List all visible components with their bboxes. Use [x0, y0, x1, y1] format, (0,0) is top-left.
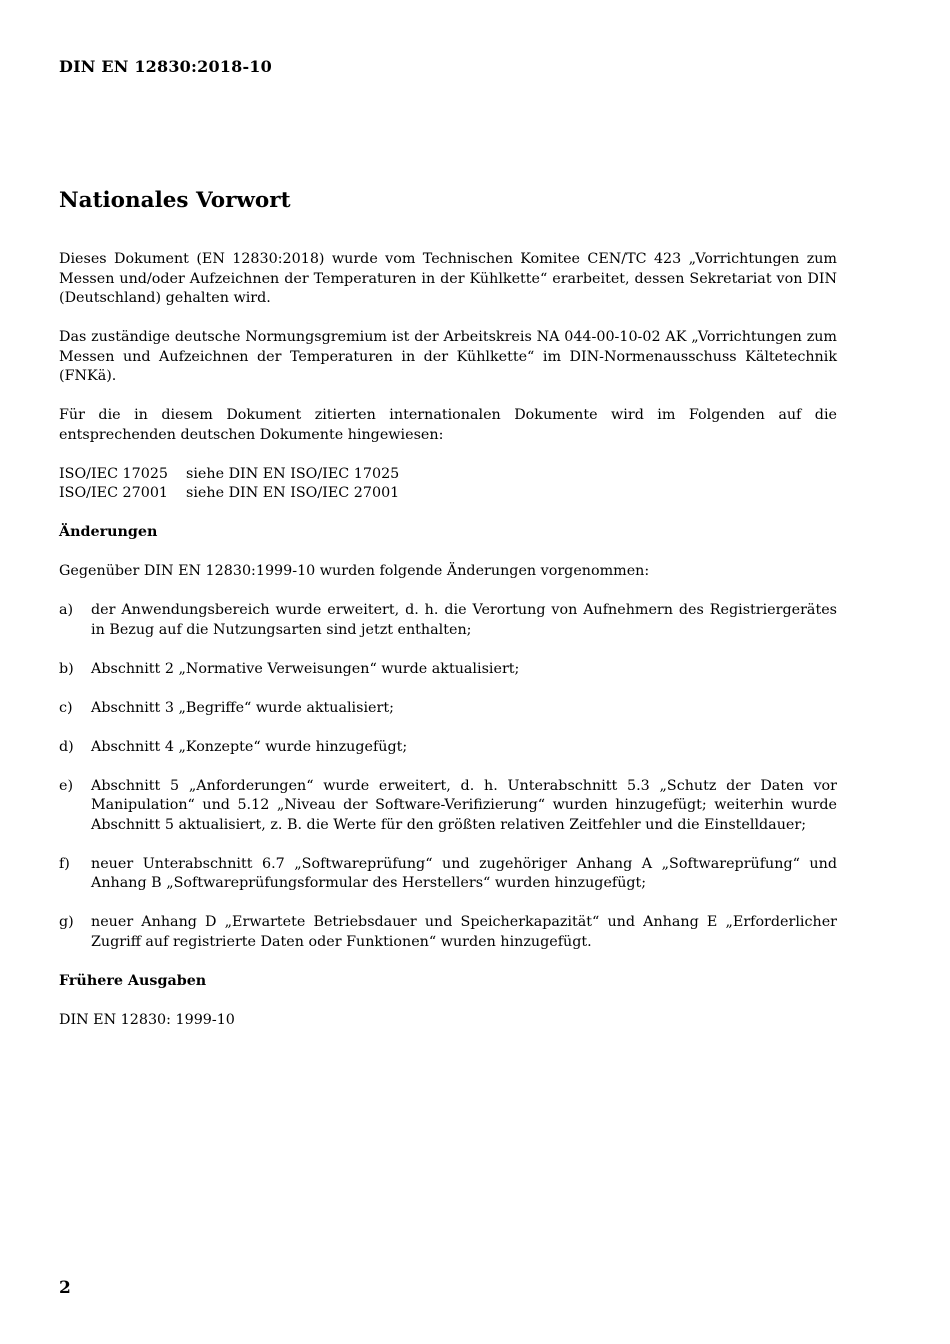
- reference-international: ISO/IEC 17025: [59, 465, 169, 482]
- reference-list: [59, 465, 837, 504]
- changes-list: [59, 601, 837, 952]
- list-marker: a): [59, 602, 74, 618]
- list-item: [59, 699, 837, 719]
- changes-intro: Gegenüber DIN EN 12830:1999-10 wurden folgende Änderungen vorgenommen:: [59, 563, 650, 579]
- list-marker: f): [59, 855, 70, 872]
- paragraph-standards-body: Das zuständige deutsche Normungsgremium ist der Arbeitskreis NA 044-00-10-02 AK „Vorrichtungen zum Messen und Aufzeichnen der Temperaturen in der Kühlkette“ im DIN-Normenausschuss Kältetechnik (FNKä).: [59, 329, 837, 384]
- paragraph-references-intro: Für die in diesem Dokument zitierten internationalen Dokumente wird im Folgenden auf die entsprechenden deutschen Dokumente hingewiesen:: [59, 407, 837, 443]
- document-id-header: DIN EN 12830:2018-10: [59, 57, 272, 76]
- list-marker: g): [59, 914, 74, 930]
- list-item-text: Abschnitt 4 „Konzepte“ wurde hinzugefügt;: [91, 738, 408, 755]
- list-marker: b): [59, 660, 74, 677]
- list-item: [59, 777, 837, 836]
- list-item-text: neuer Anhang D „Erwartete Betriebsdauer und Speicherkapazität“ und Anhang E „Erforderlicher Zugriff auf registrierte Daten oder Funktionen“ wurden hinzugefügt.: [91, 914, 837, 950]
- paragraph-committee: Dieses Dokument (EN 12830:2018) wurde vom Technischen Komitee CEN/TC 423 „Vorrichtungen zum Messen und/oder Aufzeichnen der Temperaturen in der Kühlkette“ erarbeitet, dessen Sekretariat von DIN (Deutschland) gehalten wird.: [59, 251, 837, 306]
- list-item: [59, 601, 837, 640]
- list-marker: c): [59, 699, 73, 716]
- list-item-text: Abschnitt 5 „Anforderungen“ wurde erweitert, d. h. Unterabschnitt 5.3 „Schutz der Daten vor Manipulation“ und 5.12 „Niveau der Software-Verifizierung“ wurden hinzugefügt; weiterhin wurde Abschnitt 5 aktualisiert, z. B. die Werte für den größten relativen Zeitfehler und die Einstelldauer;: [91, 777, 837, 833]
- earlier-editions-text: DIN EN 12830: 1999-10: [59, 1011, 235, 1028]
- reference-german: siehe DIN EN ISO/IEC 17025: [186, 465, 400, 482]
- page-number: 2: [59, 1278, 71, 1298]
- list-item-text: neuer Unterabschnitt 6.7 „Softwareprüfung“ und zugehöriger Anhang A „Softwareprüfung“ und Anhang B „Softwareprüfungsformular des Herstellers“ wurden hinzugefügt;: [91, 855, 837, 891]
- reference-german: siehe DIN EN ISO/IEC 27001: [186, 485, 400, 501]
- list-item: [59, 855, 837, 894]
- changes-heading: Änderungen: [59, 524, 158, 540]
- list-item: [59, 913, 837, 952]
- reference-row: [59, 465, 837, 485]
- list-item: [59, 660, 837, 680]
- reference-row: [59, 484, 837, 504]
- page-content: [59, 186, 837, 1050]
- list-item-text: Abschnitt 3 „Begriffe“ wurde aktualisiert;: [91, 699, 394, 716]
- list-item-text: Abschnitt 2 „Normative Verweisungen“ wurde aktualisiert;: [91, 660, 520, 677]
- reference-international: ISO/IEC 27001: [59, 485, 169, 501]
- list-marker: e): [59, 777, 74, 794]
- earlier-editions-heading: Frühere Ausgaben: [59, 972, 207, 989]
- page-title: Nationales Vorwort: [59, 188, 291, 213]
- list-item-text: der Anwendungsbereich wurde erweitert, d. h. die Verortung von Aufnehmern des Registriergerätes in Bezug auf die Nutzungsarten sind jetzt enthalten;: [91, 602, 837, 638]
- list-marker: d): [59, 738, 74, 755]
- list-item: [59, 738, 837, 758]
